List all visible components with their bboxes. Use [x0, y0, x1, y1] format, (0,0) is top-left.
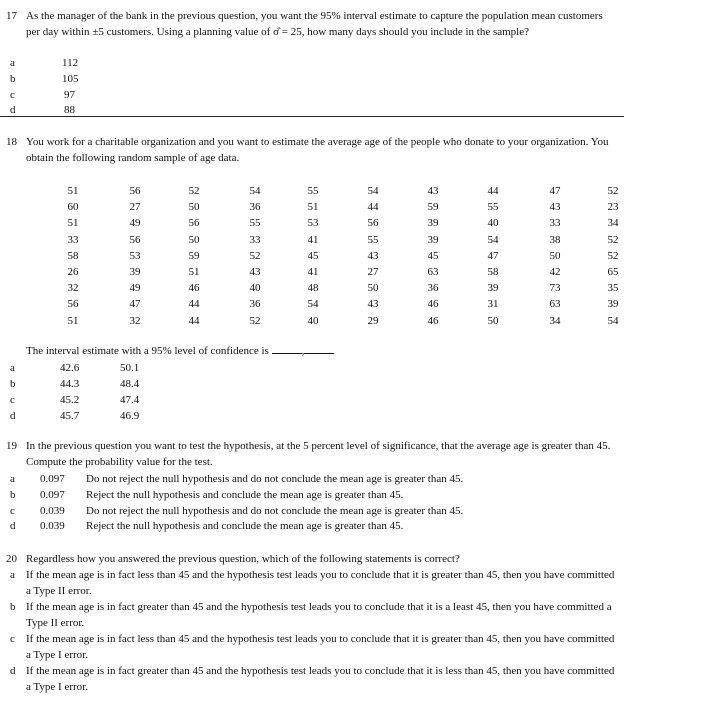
age-cell: 43	[367, 298, 379, 310]
age-cell: 46	[427, 315, 439, 327]
question-20-text: Regardless how you answered the previous question, which of the following statements is correct?	[26, 553, 460, 565]
age-cell: 41	[307, 234, 319, 246]
age-cell: 52	[249, 315, 261, 327]
age-cell: 34	[549, 315, 561, 327]
age-cell: 23	[607, 201, 619, 213]
question-18-number: 18	[6, 136, 17, 148]
q17-option-b-value[interactable]: 105	[62, 73, 79, 85]
question-19-text: In the previous question you want to test the hypothesis, at the 5 percent level of significance, that the average age is greater than 45. Compute the probability value for the test.	[26, 440, 611, 468]
age-cell: 32	[67, 282, 79, 294]
blank-separator: ,	[301, 345, 305, 357]
age-cell: 51	[188, 266, 200, 278]
age-cell: 52	[188, 185, 200, 197]
q19-option-b-value[interactable]: 0.097	[40, 489, 65, 501]
age-cell: 33	[67, 234, 79, 246]
age-cell: 49	[129, 217, 141, 229]
age-cell: 55	[249, 217, 261, 229]
age-cell: 34	[607, 217, 619, 229]
age-cell: 56	[129, 234, 141, 246]
age-cell: 47	[549, 185, 561, 197]
q19-option-a-desc[interactable]: Do not reject the null hypothesis and do not conclude the mean age is greater than 45.	[86, 473, 464, 485]
age-cell: 45	[307, 250, 319, 262]
age-cell: 44	[367, 201, 379, 213]
q18-option-d-letter: d	[10, 410, 16, 422]
age-cell: 56	[188, 217, 200, 229]
age-cell: 38	[549, 234, 561, 246]
age-cell: 26	[67, 266, 79, 278]
age-cell: 59	[188, 250, 200, 262]
q17-option-c-letter: c	[10, 89, 15, 101]
age-cell: 58	[67, 250, 79, 262]
age-cell: 52	[607, 234, 619, 246]
age-cell: 50	[549, 250, 561, 262]
age-cell: 50	[367, 282, 379, 294]
age-cell: 51	[67, 185, 79, 197]
age-cell: 63	[427, 266, 439, 278]
age-cell: 52	[607, 185, 619, 197]
q19-option-a-letter: a	[10, 473, 15, 485]
age-cell: 60	[67, 201, 79, 213]
age-cell: 40	[249, 282, 261, 294]
age-cell: 45	[427, 250, 439, 262]
q18-option-a-high[interactable]: 50.1	[120, 362, 140, 374]
answer-blank-high	[304, 345, 334, 354]
age-cell: 51	[67, 217, 79, 229]
age-cell: 40	[307, 315, 319, 327]
age-cell: 43	[549, 201, 561, 213]
q20-option-b-letter: b	[10, 601, 16, 613]
age-cell: 55	[367, 234, 379, 246]
q18-option-b-high[interactable]: 48.4	[120, 378, 140, 390]
age-cell: 42	[549, 266, 561, 278]
q19-option-b-letter: b	[10, 489, 16, 501]
q17-option-a-letter: a	[10, 57, 15, 69]
interval-prompt-text: The interval estimate with a 95% level of confidence is	[26, 345, 269, 357]
age-cell: 49	[129, 282, 141, 294]
q18-option-a-low[interactable]: 42.6	[60, 362, 80, 374]
q19-option-b-desc[interactable]: Reject the null hypothesis and conclude the mean age is greater than 45.	[86, 489, 404, 501]
q18-option-b-low[interactable]: 44.3	[60, 378, 80, 390]
age-cell: 39	[607, 298, 619, 310]
age-cell: 47	[487, 250, 499, 262]
age-cell: 39	[487, 282, 499, 294]
age-cell: 43	[249, 266, 261, 278]
interval-prompt	[26, 345, 334, 358]
q17-option-d-letter: d	[10, 104, 16, 116]
age-cell: 48	[307, 282, 319, 294]
age-cell: 46	[427, 298, 439, 310]
age-cell: 50	[188, 234, 200, 246]
age-cell: 56	[367, 217, 379, 229]
q19-option-c-desc[interactable]: Do not reject the null hypothesis and do not conclude the mean age is greater than 45.	[86, 505, 464, 517]
age-cell: 29	[367, 315, 379, 327]
age-cell: 44	[487, 185, 499, 197]
age-cell: 54	[367, 185, 379, 197]
age-cell: 44	[188, 315, 200, 327]
question-17-number: 17	[6, 10, 17, 22]
age-cell: 54	[607, 315, 619, 327]
age-cell: 53	[307, 217, 319, 229]
q19-option-c-letter: c	[10, 505, 15, 517]
question-19-number: 19	[6, 440, 17, 452]
q20-option-b-text[interactable]: If the mean age is in fact greater than 45 and the hypothesis test leads you to conclude that it is a least 45, then you have committed a Type II error.	[26, 601, 612, 629]
question-17-text: As the manager of the bank in the previous question, you want the 95% interval estimate to capture the population mean customers per day within ±5 customers. Using a planning value of σ̂ = 25, how many days should you include in the sample?	[26, 10, 603, 38]
age-cell: 58	[487, 266, 499, 278]
section-divider	[0, 116, 624, 117]
q19-option-c-value[interactable]: 0.039	[40, 505, 65, 517]
age-cell: 55	[307, 185, 319, 197]
age-cell: 44	[188, 298, 200, 310]
age-cell: 54	[249, 185, 261, 197]
age-cell: 43	[427, 185, 439, 197]
q20-option-c-text[interactable]: If the mean age is in fact less than 45 and the hypothesis test leads you to conclude that it is greater than 45, then you have committed a Type I error.	[26, 633, 615, 661]
answer-blank-low	[272, 345, 302, 354]
age-cell: 27	[367, 266, 379, 278]
age-cell: 36	[427, 282, 439, 294]
question-18-text: You work for a charitable organization and you want to estimate the average age of the people who donate to your organization. You obtain the following random sample of age data.	[26, 136, 609, 164]
q18-option-c-high[interactable]: 47.4	[120, 394, 140, 406]
q17-option-b-letter: b	[10, 73, 16, 85]
age-cell: 54	[307, 298, 319, 310]
age-cell: 43	[367, 250, 379, 262]
q18-option-d-low[interactable]: 45.7	[60, 410, 80, 422]
age-cell: 36	[249, 201, 261, 213]
age-cell: 51	[307, 201, 319, 213]
q19-option-d-letter: d	[10, 520, 16, 532]
age-cell: 56	[67, 298, 79, 310]
q20-option-a-letter: a	[10, 569, 15, 581]
age-cell: 73	[549, 282, 561, 294]
q20-option-d-letter: d	[10, 665, 16, 677]
question-20-number: 20	[6, 553, 17, 565]
age-cell: 40	[487, 217, 499, 229]
q18-option-b-letter: b	[10, 378, 16, 390]
age-cell: 33	[549, 217, 561, 229]
age-cell: 39	[129, 266, 141, 278]
q17-option-d-value[interactable]: 88	[64, 104, 75, 116]
q20-option-a-text[interactable]: If the mean age is in fact less than 45 and the hypothesis test leads you to conclude that it is greater than 45, then you have committed a Type II error.	[26, 569, 615, 597]
q18-option-d-high[interactable]: 46.9	[120, 410, 140, 422]
age-cell: 35	[607, 282, 619, 294]
age-cell: 55	[487, 201, 499, 213]
age-cell: 31	[487, 298, 499, 310]
q19-option-d-value[interactable]: 0.039	[40, 520, 65, 532]
q17-option-c-value[interactable]: 97	[64, 89, 75, 101]
age-cell: 53	[129, 250, 141, 262]
age-cell: 54	[487, 234, 499, 246]
q18-option-c-letter: c	[10, 394, 15, 406]
age-cell: 39	[427, 234, 439, 246]
age-cell: 47	[129, 298, 141, 310]
q17-option-a-value[interactable]: 112	[62, 57, 79, 69]
age-cell: 50	[188, 201, 200, 213]
q18-option-a-letter: a	[10, 362, 15, 374]
age-cell: 36	[249, 298, 261, 310]
q19-option-a-value[interactable]: 0.097	[40, 473, 65, 485]
age-cell: 56	[129, 185, 141, 197]
age-cell: 32	[129, 315, 141, 327]
age-cell: 59	[427, 201, 439, 213]
age-cell: 63	[549, 298, 561, 310]
age-cell: 52	[607, 250, 619, 262]
age-cell: 41	[307, 266, 319, 278]
age-cell: 27	[129, 201, 141, 213]
age-cell: 33	[249, 234, 261, 246]
q20-option-c-letter: c	[10, 633, 15, 645]
age-cell: 46	[188, 282, 200, 294]
age-cell: 39	[427, 217, 439, 229]
q18-option-c-low[interactable]: 45.2	[60, 394, 80, 406]
q20-option-d-text[interactable]: If the mean age is in fact greater than 45 and the hypothesis test leads you to conclude that it is less than 45, then you have committed a Type I error.	[26, 665, 615, 693]
q19-option-d-desc[interactable]: Reject the null hypothesis and conclude the mean age is greater than 45.	[86, 520, 404, 532]
age-cell: 52	[249, 250, 261, 262]
age-cell: 51	[67, 315, 79, 327]
age-cell: 50	[487, 315, 499, 327]
age-cell: 65	[607, 266, 619, 278]
